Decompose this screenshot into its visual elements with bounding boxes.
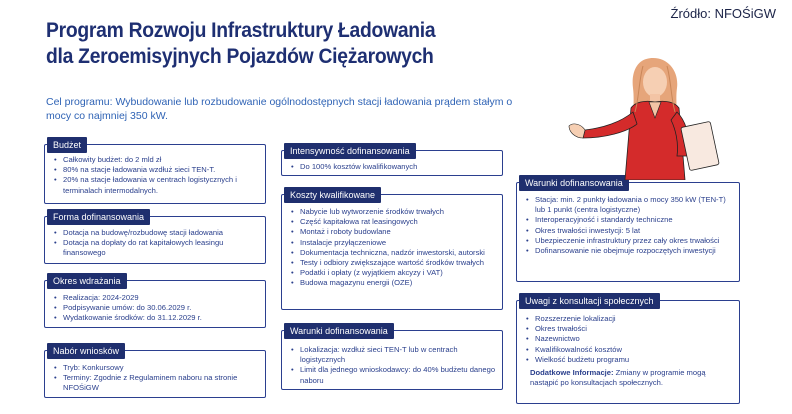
list-item: • Budowa magazynu energii (OZE)	[291, 278, 496, 288]
consultations-list	[517, 314, 739, 365]
financing-form-header: Forma dofinansowania	[47, 209, 150, 225]
list-item: • Okres trwałości	[526, 324, 733, 334]
list-item: • Limit dla jednego wnioskodawcy: do 40% budżetu danego naboru	[291, 365, 496, 385]
list-item: • 20% na stacje ładowania w centrach logistycznych i terminalach intermodalnych.	[54, 175, 259, 195]
list-item: • Testy i odbiory zwiększające wartość środków trwałych	[291, 258, 496, 268]
list-item: • Całkowity budżet: do 2 mld zł	[54, 155, 259, 165]
conditions-mid-header: Warunki dofinansowania	[284, 323, 394, 339]
period-box	[44, 276, 266, 328]
list-item: • Rozszerzenie lokalizacji	[526, 314, 733, 324]
page-title: Program Rozwoju Infrastruktury Ładowania dla Zeroemisyjnych Pojazdów Ciężarowych	[46, 19, 436, 68]
budget-box	[44, 140, 266, 204]
budget-list	[45, 155, 265, 196]
conditions-right-box	[516, 178, 740, 282]
list-item: • Podpisywanie umów: do 30.06.2029 r.	[54, 303, 259, 313]
conditions-mid-list	[282, 345, 502, 386]
list-item: • Dotacja na dopłaty do rat kapitałowych leasingu finansowego	[54, 238, 259, 258]
presenter-illustration	[565, 52, 755, 180]
applications-list	[45, 363, 265, 394]
applications-header: Nabór wniosków	[47, 343, 125, 359]
list-item: • Realizacja: 2024-2029	[54, 293, 259, 303]
period-header: Okres wdrażania	[47, 273, 127, 289]
list-item: • Ubezpieczenie infrastruktury przez cały okres trwałości	[526, 236, 733, 246]
conditions-right-list	[517, 195, 739, 256]
list-item: • Nabycie lub wytworzenie środków trwałych	[291, 207, 496, 217]
source-label: Źródło: NFOŚiGW	[670, 6, 776, 21]
list-item: • Dokumentacja techniczna, nadzór inwestorski, autorski	[291, 248, 496, 258]
additional-info	[517, 365, 739, 388]
list-item: • Dotacja na budowę/rozbudowę stacji ładowania	[54, 228, 259, 238]
applications-box	[44, 346, 266, 398]
list-item: • Tryb: Konkursowy	[54, 363, 259, 373]
conditions-mid-box	[281, 326, 503, 390]
financing-form-box	[44, 212, 266, 264]
eligible-costs-box	[281, 190, 503, 310]
intensity-box	[281, 146, 503, 176]
conditions-right-header: Warunki dofinansowania	[519, 175, 629, 191]
list-item: • Podatki i opłaty (z wyjątkiem akcyzy i VAT)	[291, 268, 496, 278]
additional-info-text: Zmiany w programie mogą nastąpić po konsultacjach społecznych.	[530, 368, 706, 388]
list-item: • Część kapitałowa rat leasingowych	[291, 217, 496, 227]
additional-info-label: Dodatkowe Informacje:	[530, 368, 614, 378]
list-item: • Lokalizacja: wzdłuż sieci TEN-T lub w centrach logistycznych	[291, 345, 496, 365]
list-item: • Wydatkowanie środków: do 31.12.2029 r.	[54, 313, 259, 323]
list-item: • Dofinansowanie nie obejmuje rozpoczętych inwestycji	[526, 246, 733, 256]
consultations-header: Uwagi z konsultacji społecznych	[519, 293, 660, 309]
list-item: • 80% na stacje ładowania wzdłuż sieci TEN-T.	[54, 165, 259, 175]
list-item: • Instalacje przyłączeniowe	[291, 238, 496, 248]
period-list	[45, 293, 265, 324]
list-item: • Okres trwałości inwestycji: 5 lat	[526, 226, 733, 236]
eligible-costs-header: Koszty kwalifikowane	[284, 187, 381, 203]
list-item: • Terminy: Zgodnie z Regulaminem naboru na stronie NFOŚiGW	[54, 373, 259, 393]
eligible-costs-list	[282, 207, 502, 289]
list-item: • Do 100% kosztów kwalifikowanych	[291, 162, 496, 172]
intensity-list	[282, 162, 502, 172]
financing-form-list	[45, 228, 265, 259]
list-item: • Wielkość budżetu programu	[526, 355, 733, 365]
list-item: • Montaż i roboty budowlane	[291, 227, 496, 237]
consultations-box	[516, 296, 740, 404]
list-item: • Nazewnictwo	[526, 334, 733, 344]
budget-header: Budżet	[47, 137, 87, 153]
list-item: • Kwalifikowalność kosztów	[526, 345, 733, 355]
list-item: • Stacja: min. 2 punkty ładowania o mocy 350 kW (TEN-T) lub 1 punkt (centra logistyczne)	[526, 195, 733, 215]
list-item: • Interoperacyjność i standardy techniczne	[526, 215, 733, 225]
program-goal: Cel programu: Wybudowanie lub rozbudowanie ogólnodostępnych stacji ładowania prądem stałym o mocy co najmniej 350 kW.	[46, 96, 513, 122]
intensity-header: Intensywność dofinansowania	[284, 143, 416, 159]
